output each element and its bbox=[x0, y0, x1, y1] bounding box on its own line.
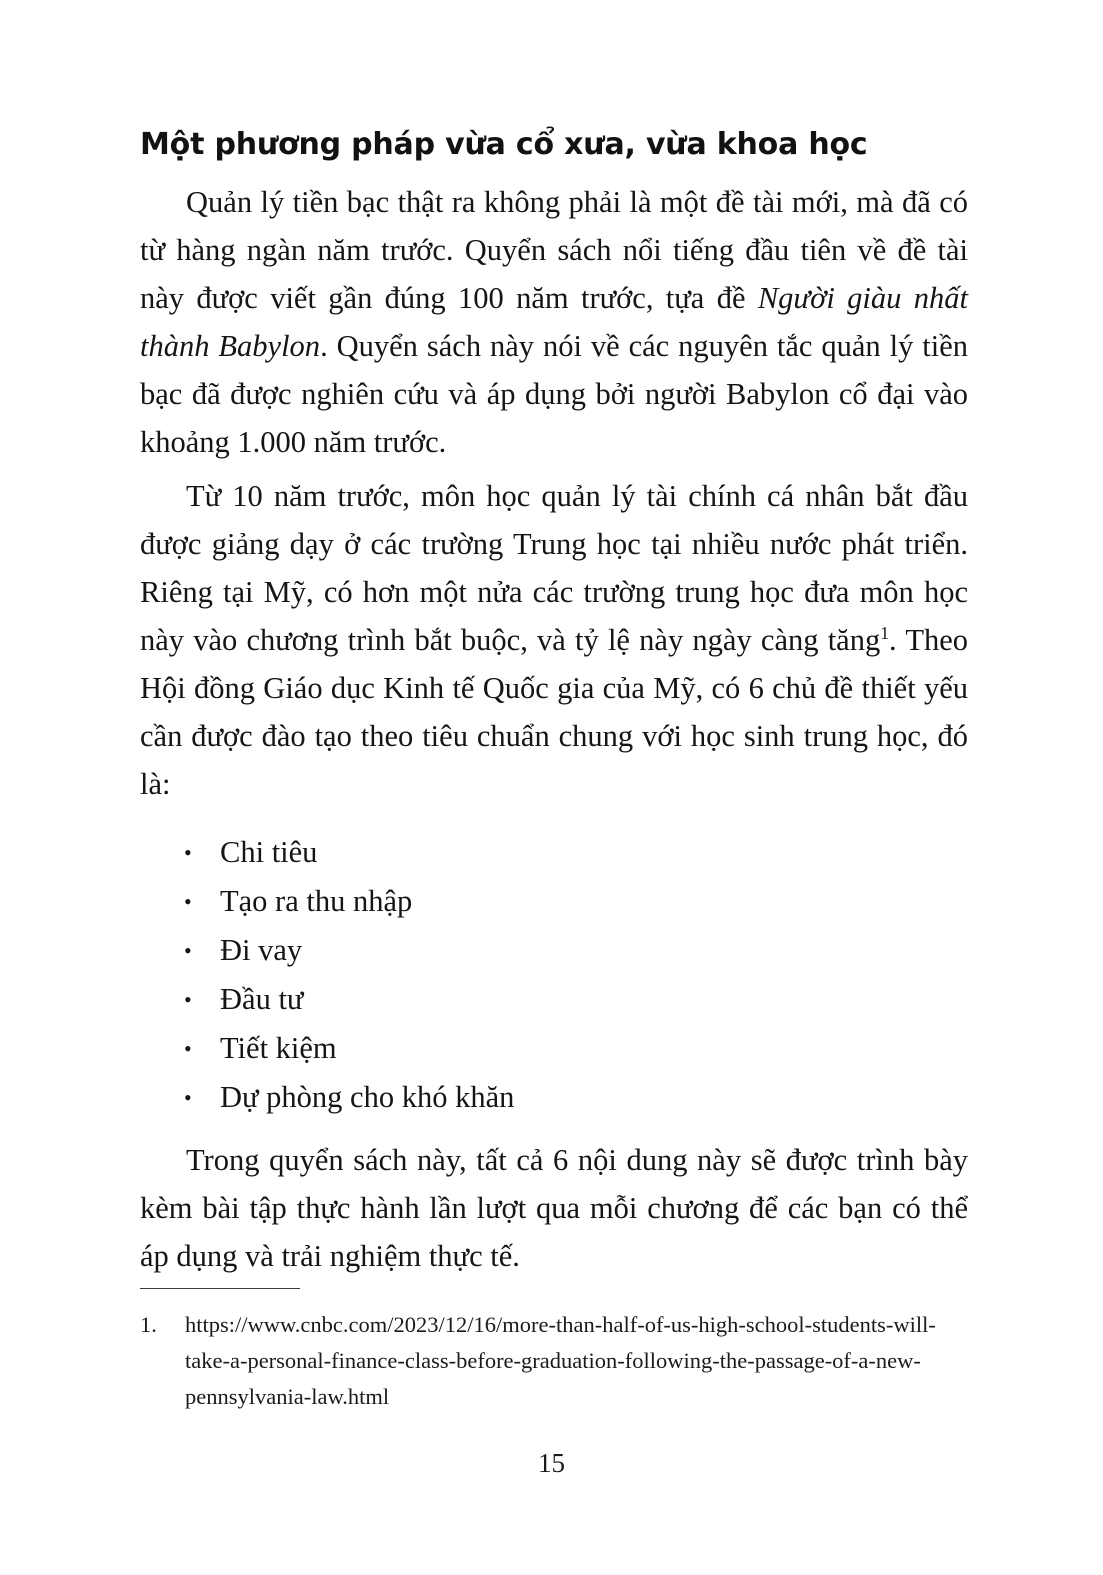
footnote-reference-marker[interactable]: 1 bbox=[880, 622, 890, 643]
paragraph-closing: Trong quyển sách này, tất cả 6 nội dung này sẽ được trình bày kèm bài tập thực hành lần lượt qua mỗi chương để các bạn có thể áp dụng và trải nghiệm thực tế. bbox=[140, 1142, 968, 1273]
paragraph-intro-text-after-title: . Quyển sách này nói về các nguyên tắc quản lý tiền bạc đã được nghiên cứu và áp dụng bởi người Babylon cổ đại vào khoảng 1.000 năm trước. bbox=[140, 328, 968, 459]
list-item bbox=[140, 975, 968, 1024]
list-item bbox=[140, 926, 968, 975]
section-heading: Một phương pháp vừa cổ xưa, vừa khoa học bbox=[140, 127, 868, 162]
footnote-area bbox=[140, 1288, 970, 1415]
bullet-dot-icon: • bbox=[184, 839, 192, 865]
footnote-url[interactable]: https://www.cnbc.com/2023/12/16/more-than-half-of-us-high-school-students-will-take-a-personal-finance-class-before-graduation-following-the-passage-of-a-new-pennsylvania-law.html bbox=[185, 1312, 936, 1409]
list-item-label: Tạo ra thu nhập bbox=[220, 883, 413, 918]
topics-bullet-list bbox=[140, 828, 968, 1122]
paragraph-intro-text-before-title: Quản lý tiền bạc thật ra không phải là một đề tài mới, mà đã có từ hàng ngàn năm trước. Quyển sách nổi tiếng đầu tiên về đề tài này được viết gần đúng 100 năm trước, tựa đề bbox=[140, 184, 968, 315]
bullet-dot-icon: • bbox=[184, 1084, 192, 1110]
list-item bbox=[140, 828, 968, 877]
paragraph-education-text-before-note: Từ 10 năm trước, môn học quản lý tài chính cá nhân bắt đầu được giảng dạy ở các trường Trung học tại nhiều nước phát triển. Riêng tại Mỹ, có hơn một nửa các trường trung học đưa môn học này vào chương trình bắt buộc, và tỷ lệ này ngày càng tăng bbox=[140, 478, 968, 657]
footnote-separator-rule bbox=[140, 1288, 300, 1289]
bullet-dot-icon: • bbox=[184, 888, 192, 914]
list-item-label: Dự phòng cho khó khăn bbox=[220, 1079, 515, 1114]
footnote-number: 1. bbox=[140, 1312, 157, 1337]
list-item-label: Tiết kiệm bbox=[220, 1030, 337, 1065]
list-item-label: Chi tiêu bbox=[220, 834, 318, 869]
paragraph-education-text-after-note: . Theo Hội đồng Giáo dục Kinh tế Quốc gia của Mỹ, có 6 chủ đề thiết yếu cần được đào tạo theo tiêu chuẩn chung với học sinh trung học, đó là: bbox=[140, 622, 968, 801]
paragraph-intro bbox=[140, 178, 968, 466]
list-item bbox=[140, 877, 968, 926]
footnote-entry bbox=[140, 1307, 970, 1415]
page-content bbox=[140, 126, 968, 1286]
list-item-label: Đầu tư bbox=[220, 981, 304, 1016]
list-item bbox=[140, 1073, 968, 1122]
page-number: 15 bbox=[538, 1448, 565, 1478]
list-item-label: Đi vay bbox=[220, 932, 303, 967]
bullet-dot-icon: • bbox=[184, 1035, 192, 1061]
book-title-italic: Người giàu nhất thành Babylon bbox=[140, 280, 968, 363]
bullet-dot-icon: • bbox=[184, 986, 192, 1012]
bullet-dot-icon: • bbox=[184, 937, 192, 963]
paragraph-education bbox=[140, 472, 968, 808]
list-item bbox=[140, 1024, 968, 1073]
